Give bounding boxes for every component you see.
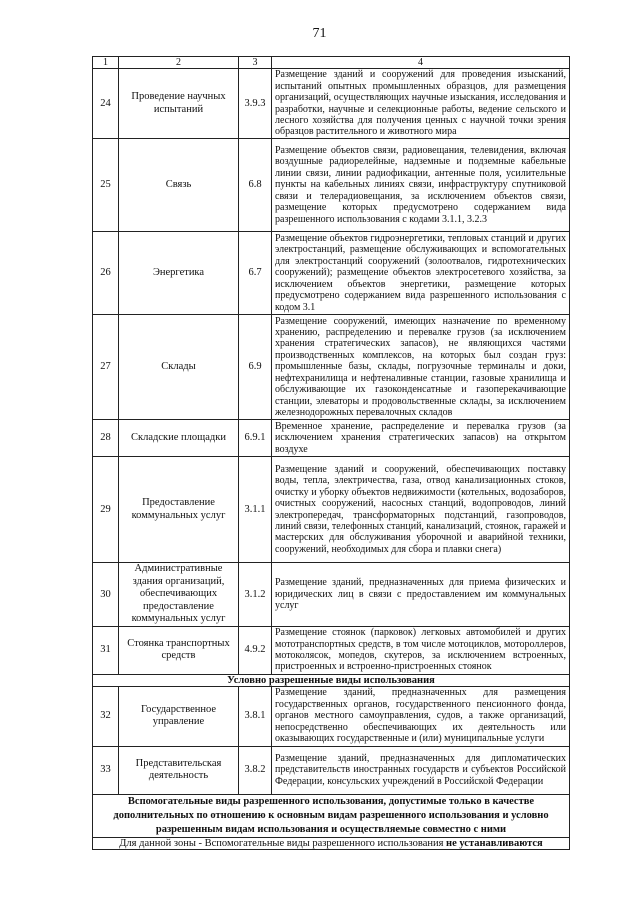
header-cell: 4 xyxy=(272,57,570,69)
use-type-description: Размещение объектов гидроэнергетики, тепловых станций и других электростанций, размещение обслуживающих и вспомогательных для электростанций сооружений (золоотвалов, гидротехнических сооружений); размещение объектов электросетевого хозяйства, за исключением объектов энергетики, размещение которых предусмотрено содержанием вида разрешенного использования с кодом 3.1 xyxy=(272,232,570,315)
use-type-name: Складские площадки xyxy=(119,420,239,457)
table-row xyxy=(93,139,570,232)
use-type-description: Размещение зданий и сооружений, обеспечивающих поставку воды, тепла, электричества, газа, отвод канализационных стоков, очистку и уборку объектов недвижимости (котельных, водозаборов, очистных сооружений, насосных станций, водопроводов, линий электропередач, трансформаторных подстанций, газопроводов, линий связи, телефонных станций, канализаций, стоянок, гаражей и мастерских для обслуживания уборочной и аварийной техники, сооружений, необходимых для сбора и плавки снега) xyxy=(272,457,570,563)
table-row xyxy=(93,563,570,627)
table-row xyxy=(93,626,570,674)
use-type-description: Размещение стоянок (парковок) легковых автомобилей и других мототранспортных средств, в том числе мотоциклов, мотороллеров, мотоколясок, мопедов, скутеров, за исключением встроенных, пристроенных и встроенно-пристроенных стоянок xyxy=(272,626,570,674)
table-row xyxy=(93,69,570,139)
auxiliary-note xyxy=(93,837,570,849)
use-type-description: Размещение зданий, предназначенных для размещения государственных органов, государственного пенсионного фонда, органов местного самоуправления, судов, а также организаций, непосредственно обеспечивающих их деятельность или оказывающих государственные и (или) муниципальные услуги xyxy=(272,686,570,746)
use-type-code: 6.8 xyxy=(239,139,272,232)
table-row xyxy=(93,746,570,794)
row-number: 27 xyxy=(93,315,119,420)
auxiliary-heading: Вспомогательные виды разрешенного использования, допустимые только в качестве дополнительных по отношению к основным видам разрешенного использования и условно разрешенным видам использования и осуществляемые совместно с ними xyxy=(93,794,570,837)
use-type-code: 4.9.2 xyxy=(239,626,272,674)
use-type-description: Размещение зданий, предназначенных для дипломатических представительств иностранных государств и субъектов Российской Федерации, консульских учреждений в Российской Федерации xyxy=(272,746,570,794)
row-number: 24 xyxy=(93,69,119,139)
use-type-name: Склады xyxy=(119,315,239,420)
column-number-header-row xyxy=(93,57,570,69)
land-use-table xyxy=(92,56,570,850)
table-row xyxy=(93,232,570,315)
use-type-name: Представительская деятельность xyxy=(119,746,239,794)
row-number: 33 xyxy=(93,746,119,794)
row-number: 30 xyxy=(93,563,119,627)
use-type-description: Размещение объектов связи, радиовещания, телевидения, включая воздушные радиорелейные, надземные и подземные кабельные линии связи, линии радиофикации, антенные поля, усилительные пункты на кабельных линиях связи, инфраструктуру спутниковой связи и телерадиовещания, за исключением объектов связи, размещение которых предусмотрено содержанием вида разрешенного использования с кодами 3.1.1, 3.2.3 xyxy=(272,139,570,232)
use-type-name: Связь xyxy=(119,139,239,232)
header-cell: 2 xyxy=(119,57,239,69)
header-cell: 3 xyxy=(239,57,272,69)
auxiliary-note-emphasis: не устанавливаются xyxy=(446,837,543,849)
row-number: 32 xyxy=(93,686,119,746)
table-row xyxy=(93,420,570,457)
row-number: 31 xyxy=(93,626,119,674)
use-type-code: 3.8.2 xyxy=(239,746,272,794)
use-type-code: 3.8.1 xyxy=(239,686,272,746)
table-row xyxy=(93,315,570,420)
use-type-name: Предоставление коммунальных услуг xyxy=(119,457,239,563)
use-type-code: 6.7 xyxy=(239,232,272,315)
use-type-name: Административные здания организаций, обеспечивающих предоставление коммунальных услуг xyxy=(119,563,239,627)
use-type-description: Размещение зданий, предназначенных для приема физических и юридических лиц в связи с предоставлением им коммунальных услуг xyxy=(272,563,570,627)
section-heading: Условно разрешенные виды использования xyxy=(93,674,570,686)
use-type-code: 3.9.3 xyxy=(239,69,272,139)
use-type-name: Государственное управление xyxy=(119,686,239,746)
use-type-description: Временное хранение, распределение и перевалка грузов (за исключением хранения стратегических запасов) на открытом воздухе xyxy=(272,420,570,457)
section-heading-row xyxy=(93,674,570,686)
use-type-code: 3.1.2 xyxy=(239,563,272,627)
auxiliary-note-row xyxy=(93,837,570,849)
use-type-name: Проведение научных испытаний xyxy=(119,69,239,139)
row-number: 26 xyxy=(93,232,119,315)
row-number: 25 xyxy=(93,139,119,232)
use-type-code: 6.9 xyxy=(239,315,272,420)
use-type-code: 6.9.1 xyxy=(239,420,272,457)
use-type-description: Размещение сооружений, имеющих назначение по временному хранению, распределению и перевалке грузов (за исключением хранения стратегических запасов), не являющихся частями производственных комплексов, на которых был создан груз: промышленные базы, склады, погрузочные терминалы и доки, нефтехранилища и нефтеналивные станции, газовые хранилища и обслуживающие их газоконденсатные и газоперекачивающие станции, элеваторы и продовольственные склады, за исключением железнодорожных перевалочных складов xyxy=(272,315,570,420)
table-row xyxy=(93,457,570,563)
row-number: 28 xyxy=(93,420,119,457)
use-type-code: 3.1.1 xyxy=(239,457,272,563)
header-cell: 1 xyxy=(93,57,119,69)
use-type-name: Стоянка транспортных средств xyxy=(119,626,239,674)
use-type-name: Энергетика xyxy=(119,232,239,315)
table-row xyxy=(93,686,570,746)
auxiliary-note-text: Для данной зоны - Вспомогательные виды разрешенного использования xyxy=(119,837,444,849)
use-type-description: Размещение зданий и сооружений для проведения изысканий, испытаний опытных промышленных образцов, для размещения организаций, осуществляющих научные изыскания, исследования и разработки, научные и селекционные работы, ведение сельского и лесного хозяйства для получения ценных с научной точки зрения образцов растительного и животного мира xyxy=(272,69,570,139)
page-number: 71 xyxy=(312,26,327,41)
auxiliary-heading-row xyxy=(93,794,570,837)
row-number: 29 xyxy=(93,457,119,563)
